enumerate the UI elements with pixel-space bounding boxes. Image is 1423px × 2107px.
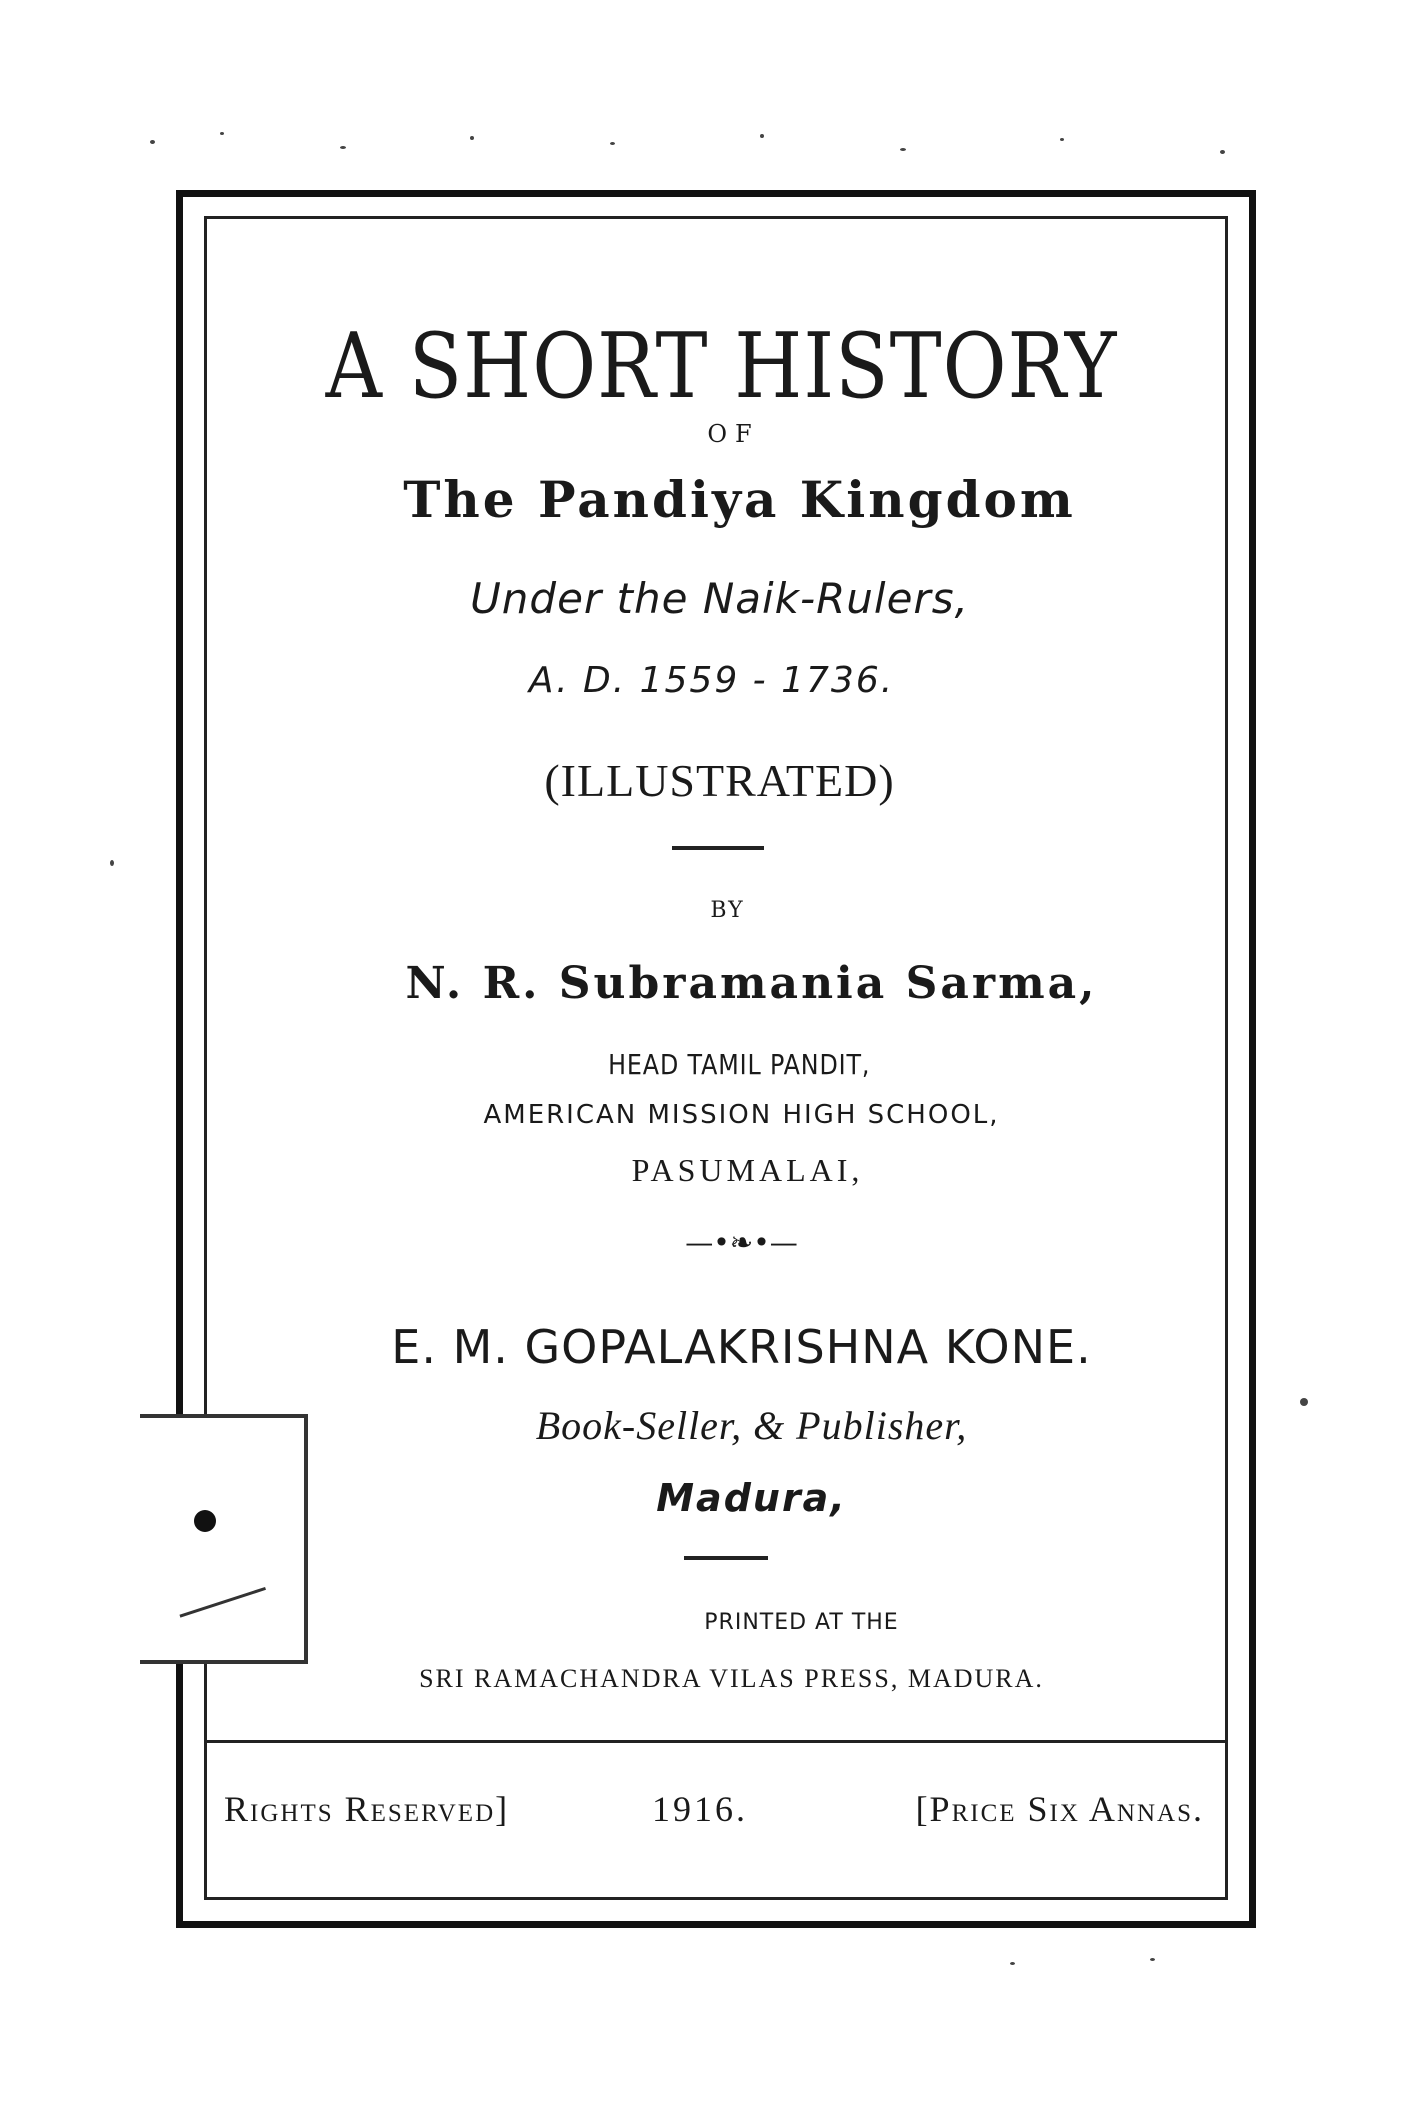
handwritten-mark-icon — [164, 1539, 266, 1617]
printer-name: SRI RAMACHANDRA VILAS PRESS, MADURA. — [419, 1664, 1044, 1693]
author-name: N. R. Subramania Sarma, — [405, 958, 1098, 1009]
speck — [150, 140, 155, 144]
speck — [610, 142, 615, 145]
speck — [1220, 150, 1225, 154]
publisher-city: Madura, — [656, 1476, 847, 1520]
speck — [220, 132, 224, 135]
title-illustrated: (ILLUSTRATED) — [544, 755, 895, 806]
author-position: HEAD TAMIL PANDIT, — [608, 1048, 871, 1081]
divider-rule — [672, 846, 764, 850]
library-label-sticker — [140, 1414, 308, 1664]
speck — [1150, 1958, 1155, 1961]
author-place: PASUMALAI, — [631, 1152, 864, 1188]
ornament-divider: —•❧•— — [685, 1226, 798, 1259]
speck — [1060, 138, 1064, 141]
speck — [470, 136, 474, 140]
divider-rule — [684, 1556, 768, 1560]
publisher-role: Book-Seller, & Publisher, — [535, 1403, 968, 1448]
title-of: OF — [707, 420, 760, 448]
punch-hole-icon — [194, 1510, 216, 1532]
title-subtitle: Under the Naik-Rulers, — [470, 574, 969, 623]
speck — [760, 134, 764, 138]
printer-label: PRINTED AT THE — [704, 1610, 899, 1635]
speck — [110, 860, 114, 866]
publication-year: 1916. — [652, 1789, 748, 1829]
rights-reserved: Rights Reserved] — [224, 1789, 510, 1829]
footer-separator — [204, 1740, 1228, 1743]
title-dates: A. D. 1559 - 1736. — [528, 660, 895, 701]
title-kingdom: The Pandiya Kingdom — [403, 470, 1076, 529]
speck — [1010, 1962, 1015, 1965]
title-main: A SHORT HISTORY — [325, 315, 1118, 419]
by-label: BY — [710, 898, 745, 923]
publisher-name: E. M. GOPALAKRISHNA KONE. — [391, 1320, 1092, 1374]
footer — [204, 1788, 1228, 1848]
speck — [900, 148, 906, 151]
author-school: AMERICAN MISSION HIGH SCHOOL, — [483, 1100, 1000, 1130]
speck — [340, 146, 346, 149]
price: [Price Six Annas. — [915, 1789, 1204, 1829]
